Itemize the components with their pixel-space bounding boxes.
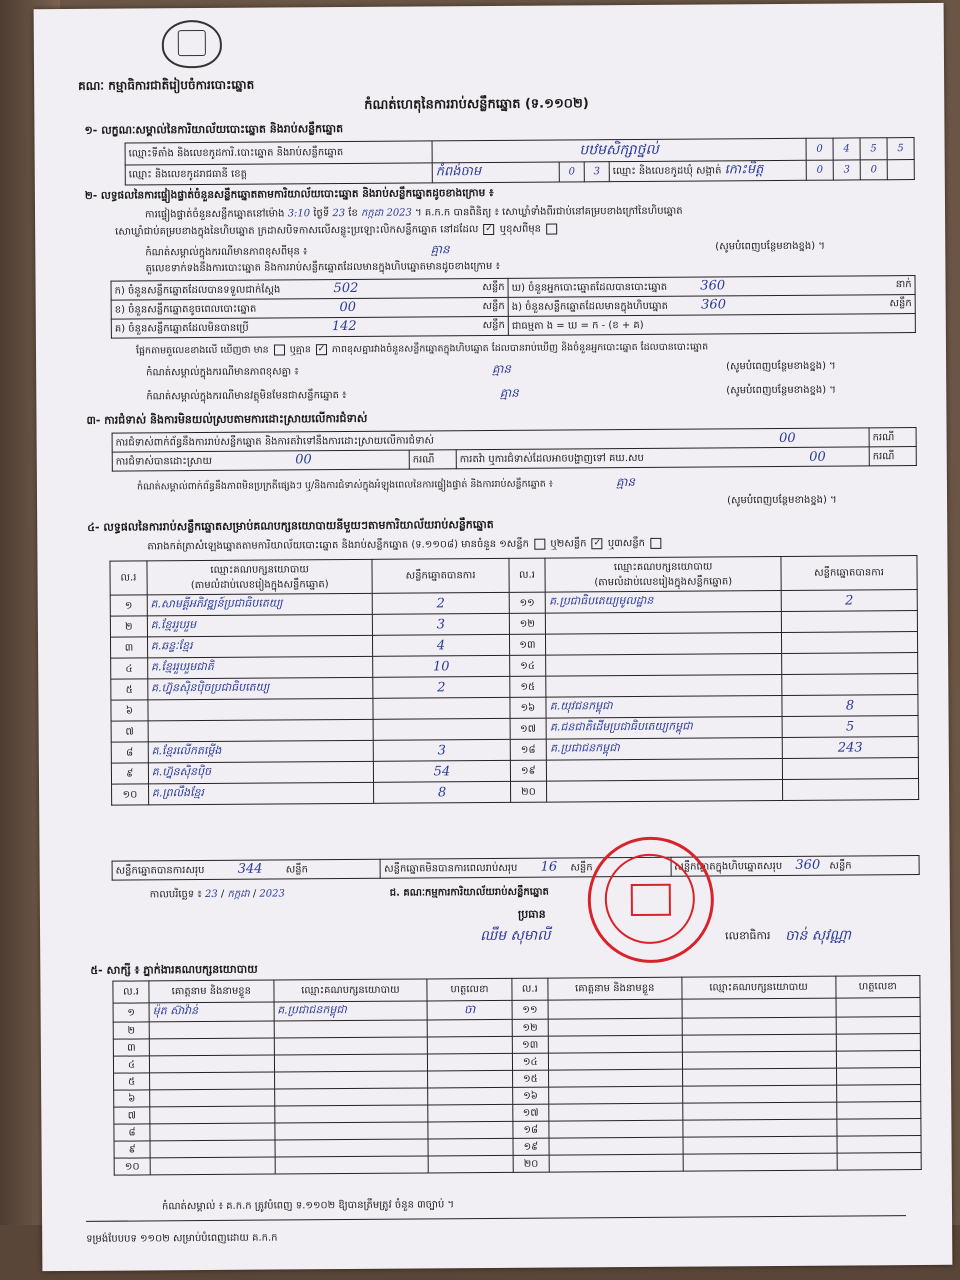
note-3-label: កំណត់សម្គាល់ក្នុងករណីមានវត្ថុមិនមែនជាសន្លឹកឆ្នោត ៖ <box>146 390 347 403</box>
witness-col-sign-right: ហត្ថលេខា <box>835 976 920 999</box>
result-votes: 8 <box>782 695 918 717</box>
objection-r2-unit: ករណី <box>409 450 456 469</box>
figure-y-unit: នាក់ <box>895 279 912 291</box>
result-no: ៥ <box>111 679 148 700</box>
result-no: ២០ <box>510 781 547 802</box>
witness-party <box>274 1105 428 1123</box>
verify-day: 23 <box>332 208 346 220</box>
result-votes <box>782 653 918 675</box>
note-2-value: គ្មាន <box>491 361 512 377</box>
date-day: 23 <box>204 888 218 901</box>
note-3-value: គ្មាន <box>499 385 519 400</box>
witness-party <box>682 1068 836 1086</box>
secretary-label: លេខាធិការ <box>725 929 771 943</box>
commune-code-1: 0 <box>806 160 833 180</box>
three-sheet-label: ឬ៣សន្លឹក <box>607 537 646 550</box>
location-code-1: 0 <box>806 138 833 160</box>
objection-r1-unit: ករណី <box>869 428 916 447</box>
result-party: គ.ខ្មែររួបរួម <box>147 614 373 637</box>
province-label: ឈ្មោះ និងលេខកូដរាជធានី ខេត្ត <box>125 163 432 185</box>
note-1-hint: (សូមបំពេញបន្ថែមខាងខ្នង) ។ <box>715 240 825 253</box>
chair-label: ប្រធាន <box>517 907 546 921</box>
results-col-party-left <box>147 559 373 595</box>
witness-no: ៦ <box>114 1090 150 1107</box>
committee-name: គណៈ កម្មាធិការជាតិរៀបចំការបោះឆ្នោត <box>78 77 255 93</box>
difference-none-checkbox[interactable]: ✓ <box>317 344 326 355</box>
witness-no: ២០ <box>513 1155 549 1172</box>
result-no: ៣ <box>110 637 147 658</box>
result-party <box>546 611 782 634</box>
totals-table <box>112 855 920 881</box>
witness-name <box>548 1069 682 1087</box>
witness-party <box>682 1102 836 1120</box>
one-sheet-checkbox[interactable] <box>534 538 545 549</box>
result-votes: 8 <box>374 781 510 803</box>
results-col-votes-right: សន្លឹកឆ្នោតបានការ <box>781 556 917 591</box>
result-party: គ.សាមគ្គីអភិវឌ្ឍន៍ប្រជាធិបតេយ្យ <box>147 593 373 616</box>
figure-ng-unit: សន្លឹក <box>889 298 912 310</box>
commune-label-text: ឈ្មោះ និងលេខកូដឃុំ សង្កាត់ <box>612 165 722 178</box>
witness-party <box>683 1153 837 1171</box>
note-2-label: កំណត់សម្គាល់ក្នុងករណីមានភាពខុសគ្នា ៖ <box>146 366 299 379</box>
witness-no: ១២ <box>512 1019 548 1036</box>
witness-name <box>548 1018 682 1036</box>
result-party: គ.ហ្វ៊ុនស៊ិនប៉ិច <box>148 761 374 784</box>
note-2-hint: (សូមបំពេញបន្ថែមខាងខ្នង) ។ <box>726 360 836 373</box>
witness-name <box>150 1123 275 1141</box>
witness-name <box>149 1038 274 1056</box>
witness-signature <box>836 1034 921 1052</box>
total-invalid-label: សន្លឹកឆ្នោតមិនបានការពេលរាប់សរុប <box>384 862 518 875</box>
objection-r2b-value: 00 <box>809 449 826 465</box>
result-votes: 243 <box>782 737 918 759</box>
result-no: ១០ <box>112 784 149 805</box>
result-votes: 3 <box>374 739 510 761</box>
result-votes <box>781 611 917 633</box>
figure-kh-value: 00 <box>339 299 357 316</box>
witness-party <box>274 1020 428 1038</box>
two-sheet-label: ឬ២សន្លឹក <box>550 538 587 550</box>
witness-no: ១ <box>113 1003 149 1022</box>
result-votes <box>781 632 917 654</box>
witness-party: គ.ប្រជាជនកម្ពុជា <box>274 1001 428 1021</box>
result-party <box>546 632 782 655</box>
witness-name <box>548 999 682 1019</box>
result-votes <box>782 779 918 801</box>
section-1-table <box>125 137 915 186</box>
total-valid-unit: សន្លឹក <box>285 864 308 876</box>
irregularity-note <box>137 475 635 494</box>
results-row <box>112 779 919 806</box>
figure-k-label: ក) ចំនួនសន្លឹកឆ្នោតដែលបានទទួលជាក់ស្តែង <box>114 284 281 297</box>
witness-name <box>150 1089 275 1107</box>
province-code-2: 3 <box>584 162 609 182</box>
witness-no: ៨ <box>114 1124 150 1141</box>
result-party: គ.ប្រជាធិបតេយ្យមូលដ្ឋាន <box>545 590 781 613</box>
date-line: កាលបរិច្ឆេទ ៖ 23 / កក្កដា / 2023 <box>149 888 285 901</box>
witness-party <box>682 1034 836 1052</box>
figure-g-value: 142 <box>331 318 357 335</box>
witness-signature <box>428 1087 513 1105</box>
irregularity-note-value: គ្មាន <box>615 475 636 490</box>
result-votes: 2 <box>373 592 509 614</box>
witness-party <box>274 1122 428 1140</box>
witness-signature <box>428 1019 513 1037</box>
difference-has-checkbox[interactable] <box>274 344 285 355</box>
commune-value: កោះមិត្ត <box>724 162 764 178</box>
witness-no: ៣ <box>113 1039 149 1056</box>
objection-r1-value: 00 <box>779 430 796 446</box>
witness-no: ៩ <box>114 1141 150 1158</box>
location-value: បឋមសិក្សាថ្នល់ <box>432 138 806 163</box>
secretary-signature: ចាន់ សុវណ្ណា <box>785 927 852 944</box>
results-col-party-right-sub: (តាមលំដាប់លេខរៀងក្នុងសន្លឹកឆ្នោត) <box>594 575 733 588</box>
witness-name <box>150 1072 275 1090</box>
result-party <box>148 719 374 742</box>
result-votes: 3 <box>373 613 509 635</box>
result-votes: 2 <box>373 676 509 698</box>
section-4-heading: ៤- លទ្ធផលនៃការរាប់សន្លឹកឆ្នោតសម្រាប់គណបក្សនយោបាយនីមួយៗតាមការិយាល័យរាប់សន្លឹកឆ្នោត <box>87 517 494 534</box>
witness-table <box>112 975 921 1176</box>
witness-name: ម៉ុត ស៊ាវ៉ាន់ <box>149 1002 274 1022</box>
witness-no: ១៤ <box>512 1053 548 1070</box>
witness-party <box>274 1088 428 1106</box>
results-table <box>109 555 919 806</box>
tally-sheet-line <box>147 537 663 555</box>
result-no: ១២ <box>509 613 546 634</box>
difference-line <box>136 340 708 358</box>
witness-name <box>150 1055 275 1073</box>
result-no: ១៧ <box>510 718 547 739</box>
note-3 <box>146 386 519 405</box>
difference-none-label: ឬគ្មាន <box>289 344 311 356</box>
irregularity-note-label: កំណត់សម្គាល់ពាក់ព័ន្ធនឹងភាពមិនប្រក្រតីផ្សេងៗ ឬ/និងការជំទាស់ក្នុងអំឡុងពេលនៃការផ្ទៀងផ្ទាត់ និងការរាប់សន្លឹកឆ្នោត ៖ <box>136 478 553 493</box>
province-code-1: 0 <box>559 162 584 182</box>
form-title: កំណត់ហេតុនៃការរាប់សន្លឹកឆ្នោត (ទ.១១០២) <box>364 96 589 113</box>
witness-name <box>549 1120 683 1138</box>
results-col-party-right <box>545 556 781 592</box>
verify-line-2-text: សោឃ្លាំជាប់គម្របខាងក្នុងនៃហិបឆ្នោត ក្រដាសបិទកាសលើសន្លូះប្រឡោះលិកសន្លឹកឆ្នោត នៅដដែល <box>115 224 479 238</box>
location-code-3: 5 <box>860 138 887 160</box>
figure-g-label: គ) ចំនួនសន្លឹកឆ្នោតដែលមិនបានប្រើ <box>114 322 249 335</box>
date-month: កក្កដា <box>227 888 250 900</box>
figure-k-value: 502 <box>333 280 359 297</box>
witness-name <box>549 1086 683 1104</box>
verify-month-label: ខែ <box>348 207 358 219</box>
witness-signature <box>428 1104 513 1122</box>
witness-signature <box>428 1053 513 1071</box>
witness-name <box>548 1035 682 1053</box>
figures-table <box>111 275 916 339</box>
witness-no: ១៧ <box>513 1104 549 1121</box>
result-votes <box>373 697 509 719</box>
objection-row-2b <box>456 447 869 469</box>
witness-col-no-right: ល.រ <box>512 978 548 1000</box>
figure-y-value: 360 <box>700 278 726 294</box>
witness-col-party-left: ឈ្មោះគណបក្សនយោបាយ <box>273 979 427 1002</box>
witness-signature <box>837 1136 922 1154</box>
irregularity-hint: (សូមបំពេញបន្ថែមខាងខ្នង) ។ <box>727 494 837 507</box>
witness-name <box>549 1103 683 1121</box>
figure-g-unit: សន្លឹក <box>482 319 505 332</box>
footer-divider <box>86 1215 906 1222</box>
result-party: គ.ហ្វ៊ុនស៊ិនប៉ិចប្រជាធិបតេយ្យ <box>148 677 374 700</box>
commune-label <box>609 160 806 181</box>
result-party <box>546 653 782 676</box>
result-party <box>547 758 783 781</box>
result-no: ៦ <box>111 700 148 721</box>
result-party: គ.យុវជនកម្ពុជា <box>546 695 782 718</box>
verify-line-1 <box>145 205 683 223</box>
result-no: ២ <box>110 616 147 637</box>
verify-month: កក្កដា <box>361 207 384 219</box>
different-label: ឬខុសពីមុន <box>499 223 542 235</box>
total-box-label: សន្លឹកឆ្នោតក្នុងហិបឆ្នោតសរុប <box>674 860 783 873</box>
result-no: ១៩ <box>510 760 547 781</box>
total-box-value: 360 <box>795 857 821 873</box>
figure-k-unit: សន្លឹក <box>482 281 505 294</box>
witness-signature <box>428 1121 513 1139</box>
three-sheet-checkbox[interactable] <box>650 537 661 548</box>
verify-time-label: ការផ្ទៀងផ្ទាត់ចំនួនសន្លឹកឆ្នោតនៅម៉ោង <box>145 208 285 221</box>
location-label: ឈ្មោះទីតាំង និងលេខកូដការិ.បោះឆ្នោត និងរាប់សន្លឹកឆ្នោត <box>125 141 432 165</box>
result-party <box>547 779 783 802</box>
result-party: គ.ខ្មែររួបរួមជាតិ <box>147 656 373 679</box>
note-1 <box>145 242 449 260</box>
witness-no: ៤ <box>113 1056 149 1073</box>
result-no: ៧ <box>111 721 148 742</box>
witness-signature <box>428 1138 513 1156</box>
witness-signature <box>836 1085 921 1103</box>
result-no: ១៣ <box>509 634 546 655</box>
witness-col-name-right: គោត្តនាម និងនាមខ្លួន <box>548 977 682 1000</box>
objection-r1-label: ការជំទាស់ពាក់ព័ន្ធនឹងការរាប់សន្លឹកឆ្នោត និងការតវ៉ាទៅនឹងការដោះស្រាយលើការជំទាស់ <box>115 434 435 449</box>
witness-party <box>682 998 836 1018</box>
figures-intro: តួលេខទាក់ទងនឹងការបោះឆ្នោត និងការរាប់សន្លឹកឆ្នោតដែលមានក្នុងហិបឆ្នោតមានដូចខាងក្រោម ៖ <box>145 260 501 275</box>
result-no: ១៥ <box>509 676 546 697</box>
result-votes: 5 <box>782 716 918 738</box>
date-year: 2023 <box>259 888 285 900</box>
figure-y-label: ឃ) ចំនួនអ្នកបោះឆ្នោតដែលបានបោះឆ្នោត <box>511 281 668 294</box>
section-2-heading: ២- លទ្ធផលនៃការផ្ទៀងផ្ទាត់ចំនួនសន្លឹកឆ្នោតតាមការិយាល័យបោះឆ្នោត និងរាប់សន្លឹកឆ្នោតដូចខាងក្រោម ៖ <box>84 186 494 202</box>
result-no: ១១ <box>509 592 546 613</box>
results-col-party-left-sub: (តាមលំដាប់លេខរៀងក្នុងសន្លឹកឆ្នោត) <box>190 578 329 591</box>
difference-text: ភាពខុសគ្នារវាងចំនួនសន្លឹកឆ្នោតក្នុងហិបឆ្នោត ដែលបានរាប់ឃើញ និងចំនួនអ្នកបោះឆ្នោត ដែលបានបោះឆ្នោត <box>331 341 709 356</box>
result-party: គ.ខ្មែរលើកតម្កើង <box>148 740 374 763</box>
witness-name <box>150 1106 275 1124</box>
witness-col-party-right: ឈ្មោះគណបក្សនយោបាយ <box>682 976 836 999</box>
witness-signature <box>428 1070 513 1088</box>
objection-row-2a <box>112 450 409 471</box>
witness-signature: ចា <box>427 1000 512 1020</box>
result-no: ១៨ <box>510 739 547 760</box>
result-votes: 4 <box>373 634 509 656</box>
witness-signature <box>836 1119 921 1137</box>
verify-time: 3:10 <box>287 208 311 220</box>
total-valid-label: សន្លឹកឆ្នោតបានការសរុប <box>115 865 205 877</box>
commune-code-2: 3 <box>833 160 860 180</box>
section-3-heading: ៣- ការជំទាស់ និងការមិនយល់ស្របតាមការដោះស្រាយលើការជំទាស់ <box>86 411 368 427</box>
section-1-heading: ១- លក្ខណៈសម្គាល់នៃការិយាល័យបោះឆ្នោត និងរាប់សន្លឹកឆ្នោត <box>84 122 344 137</box>
verify-day-label: ថ្ងៃទី <box>313 208 330 220</box>
witness-col-no-left: ល.រ <box>113 981 149 1003</box>
results-col-votes-left: សន្លឹកឆ្នោតបានការ <box>372 558 508 593</box>
emblem-icon <box>162 20 222 68</box>
form-paper <box>34 3 953 1271</box>
results-col-no-right: ល.រ <box>508 558 545 592</box>
province-value: កំពង់ចាម <box>432 162 559 183</box>
verify-line-1-rest: ។ គ.ក.ក បានពិនិត្យ ៖ សោឃ្លាំទាំងពីរជាប់នៅគម្របខាងក្រៅនៃហិបឆ្នោត <box>415 205 683 219</box>
figure-kh-unit: សន្លឹក <box>482 300 505 313</box>
witness-signature <box>836 1102 921 1120</box>
verify-year: 2023 <box>386 207 412 219</box>
witness-no: ៧ <box>114 1107 150 1124</box>
verify-line-2 <box>115 223 559 240</box>
witness-signature <box>836 1017 921 1035</box>
witness-name <box>548 1052 682 1070</box>
result-votes: 2 <box>781 590 917 612</box>
figure-ng-value: 360 <box>701 297 727 313</box>
witness-party <box>683 1136 837 1154</box>
witness-name <box>149 1021 274 1039</box>
witness-party <box>683 1119 837 1137</box>
results-col-party-right-title: ឈ្មោះគណបក្សនយោបាយ <box>613 560 713 573</box>
total-box-unit: សន្លឹក <box>829 860 852 872</box>
figure-formula: ជាធម្មតា ង = ឃ = ក - (ខ + គ) <box>508 314 915 336</box>
objection-table <box>112 427 917 472</box>
witness-party <box>275 1139 429 1157</box>
different-checkbox[interactable] <box>546 223 557 234</box>
result-party: គ.ព្រលឹងខ្មែរ <box>148 782 374 805</box>
witness-col-sign-left: ហត្ថលេខា <box>427 978 512 1001</box>
witness-signature <box>428 1155 513 1173</box>
tally-sheet-text: តារាងកត់ត្រាសំឡេងឆ្នោតតាមការិយាល័យបោះឆ្នោត និងរាប់សន្លឹកឆ្នោត (ទ.១១០៨) មានចំនួន ១សន្លឹក <box>147 538 530 553</box>
difference-has-label: ផ្អែកតាមតួលេខខាងលើ ឃើញថា មាន <box>135 344 269 357</box>
commune-code-empty <box>887 160 914 180</box>
witness-name <box>150 1157 275 1175</box>
witness-name <box>150 1140 275 1158</box>
witness-signature <box>836 998 921 1018</box>
total-invalid-unit: សន្លឹក <box>570 862 593 874</box>
result-no: ១៦ <box>509 697 546 718</box>
form-footer: ទម្រង់បែបបទ ១១០២ សម្រាប់បំពេញដោយ គ.ក.ក <box>86 1232 278 1245</box>
result-votes: 54 <box>374 760 510 782</box>
witness-party <box>274 1071 428 1089</box>
result-party: គ.ឆន្ទៈខ្មែរ <box>147 635 373 658</box>
date-label: កាលបរិច្ឆេទ ៖ <box>149 889 202 901</box>
witness-party <box>274 1054 428 1072</box>
result-party <box>546 674 782 697</box>
witness-no: ១៨ <box>513 1121 549 1138</box>
result-no: ៩ <box>111 763 148 784</box>
result-no: ១៤ <box>509 655 546 676</box>
witness-party <box>275 1156 429 1174</box>
note-1-value: គ្មាន <box>430 242 450 257</box>
note-1-label: កំណត់សម្គាល់ក្នុងករណីមានភាពខុសពីមុន ៖ <box>145 246 308 259</box>
result-votes: 10 <box>373 655 509 677</box>
witness-party <box>682 1085 836 1103</box>
counting-committee: ជ. គណៈកម្មការការិយាល័យរាប់សន្លឹកឆ្នោត <box>389 886 549 899</box>
witness-signature <box>837 1153 922 1171</box>
figure-kh-label: ខ) ចំនួនសន្លឹកឆ្នោតខូចពេលបោះឆ្នោត <box>114 303 257 316</box>
objection-r2b-unit: ករណី <box>869 447 916 466</box>
objection-r2-value: 00 <box>295 452 312 468</box>
note-3-hint: (សូមបំពេញបន្ថែមខាងខ្នង) ។ <box>726 384 836 397</box>
figure-ng-label: ង) ចំនួនសន្លឹកឆ្នោតដែលមានក្នុងហិបឆ្នោត <box>511 300 668 313</box>
witness-signature <box>836 1051 921 1069</box>
witness-signature <box>836 1068 921 1086</box>
result-no: ៨ <box>111 742 148 763</box>
results-col-no-left: ល.រ <box>110 561 147 595</box>
note-2 <box>146 362 511 381</box>
total-valid-value: 344 <box>237 861 263 877</box>
chair-signature: ឈឹម សុមាលី <box>480 927 551 945</box>
witness-no: ២ <box>113 1022 149 1039</box>
witness-no: ១៦ <box>512 1087 548 1104</box>
result-votes <box>782 674 918 696</box>
witness-name <box>549 1137 683 1155</box>
witness-party <box>274 1037 428 1055</box>
witness-no: ៥ <box>114 1073 150 1090</box>
commune-code-3: 0 <box>860 160 887 180</box>
witness-no: ១១ <box>512 1000 548 1019</box>
section-5-heading: ៥- សាក្សី ៖ ភ្នាក់ងារគណបក្សនយោបាយ <box>90 962 258 977</box>
witness-no: ១៩ <box>513 1138 549 1155</box>
result-votes <box>374 718 510 740</box>
result-no: ៤ <box>111 658 148 679</box>
result-party <box>148 698 374 721</box>
figure-g <box>111 316 508 338</box>
footnote: កំណត់សម្គាល់ ៖ គ.ក.ក ត្រូវបំពេញ ទ.១១០២ ឱ្យបានត្រឹមត្រូវ ចំនួន ៣ច្បាប់ ។ <box>161 1199 455 1213</box>
result-votes <box>782 758 918 780</box>
witness-name <box>549 1154 683 1172</box>
total-valid <box>112 859 381 880</box>
total-invalid-value: 16 <box>540 859 558 875</box>
result-no: ១ <box>110 595 147 616</box>
witness-signature <box>428 1036 513 1054</box>
location-code-2: 4 <box>833 138 860 160</box>
official-seal-icon <box>587 836 714 963</box>
results-col-party-left-title: ឈ្មោះគណបក្សនយោបាយ <box>210 563 309 576</box>
witness-party <box>682 1017 836 1035</box>
witness-col-name-left: គោត្តនាម និងនាមខ្លួន <box>149 980 274 1003</box>
objection-r2-label: ការជំទាស់បានដោះស្រាយ <box>115 455 213 468</box>
result-party: គ.ប្រជាជនកម្ពុជា <box>547 737 783 760</box>
objection-r2b-label: ការតវ៉ា ឬការជំទាស់ដែលអាចបង្ហាញទៅ គឃ.សប <box>459 452 644 465</box>
result-party: គ.ជនជាតិដើមប្រជាធិបតេយ្យកម្ពុជា <box>546 716 782 739</box>
witness-party <box>682 1051 836 1069</box>
location-code-4: 5 <box>887 138 914 160</box>
two-sheet-checkbox[interactable]: ✓ <box>593 537 602 548</box>
same-checkbox[interactable]: ✓ <box>485 223 493 234</box>
witness-no: ១៥ <box>512 1070 548 1087</box>
witness-no: ១០ <box>114 1158 150 1175</box>
witness-no: ១៣ <box>512 1036 548 1053</box>
